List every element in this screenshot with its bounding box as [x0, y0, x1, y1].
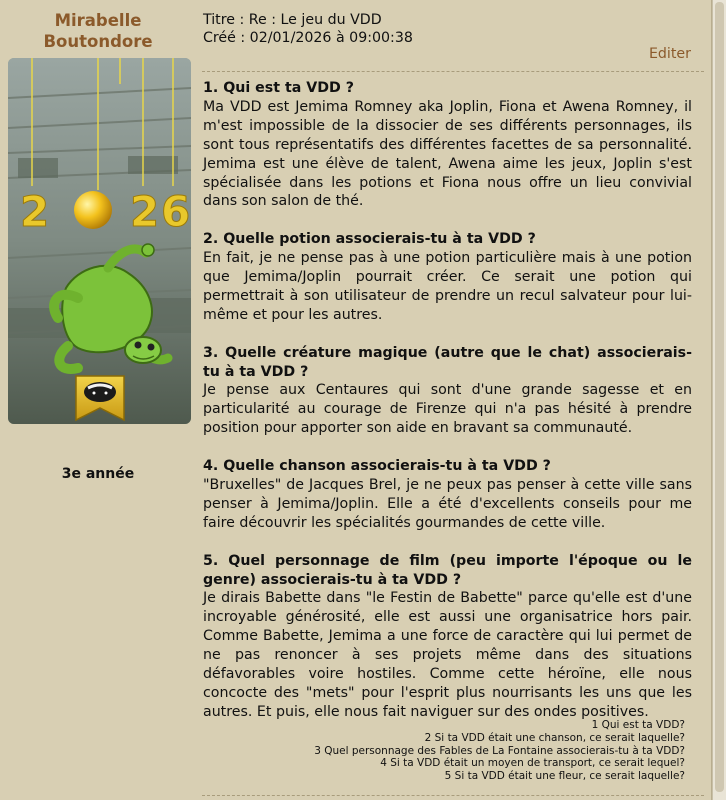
qa-question: 5. Quel personnage de film (peu importe l'époque ou le genre) associerais-tu à ta VDD ?	[203, 552, 692, 588]
next-question-item: 5 Si ta VDD était une fleur, ce serait laquelle?	[444, 770, 685, 783]
post-body	[203, 79, 692, 741]
qa-item	[203, 79, 692, 211]
post-created-date: Créé : 02/01/2026 à 09:00:38	[203, 30, 413, 46]
qa-item	[203, 230, 692, 325]
svg-text:6: 6	[161, 187, 191, 236]
top-divider	[202, 71, 704, 72]
qa-item	[203, 344, 692, 439]
scrollbar-thumb[interactable]	[715, 2, 724, 792]
qa-answer: En fait, je ne pense pas à une potion particulière mais à une potion que Jemima/Joplin pourrait créer. Ce serait une potion qui permettrait à son utilisateur de prendre un recul salvateur pour lui-même et pour les autres.	[203, 250, 692, 323]
next-question-item: 4 Si ta VDD était un moyen de transport, ce serait lequel?	[380, 757, 685, 770]
post-title: Titre : Re : Le jeu du VDD	[203, 12, 382, 28]
qa-item	[203, 457, 692, 533]
next-question-item: 3 Quel personnage des Fables de La Fontaine associerais-tu à ta VDD?	[314, 744, 685, 757]
svg-text:2: 2	[20, 187, 50, 236]
qa-answer: Ma VDD est Jemima Romney aka Joplin, Fiona et Awena Romney, il m'est impossible de la dissocier de ses différents personnages, ils sont tous représentatifs des différentes facettes de sa personnalité. Jemima est une élève de talent, Awena aime les jeux, Joplin s'est spécialisée dans les potions et Fiona nous offre un lieu convivial dans son salon de thé.	[203, 98, 692, 210]
edit-button[interactable]: Editer	[648, 46, 691, 62]
qa-question: 4. Quelle chanson associerais-tu à ta VDD ?	[203, 458, 551, 475]
next-question-item: 2 Si ta VDD était une chanson, ce serait laquelle?	[424, 731, 685, 744]
author-username[interactable]: Mirabelle Boutondore	[43, 11, 153, 51]
qa-item	[203, 552, 692, 722]
author-profile	[0, 0, 196, 800]
qa-question: 3. Quelle créature magique (autre que le chat) associerais-tu à ta VDD ?	[203, 344, 692, 380]
next-question-item: 1 Qui est ta VDD?	[591, 719, 685, 731]
svg-text:2: 2	[130, 187, 160, 236]
bottom-divider	[202, 795, 704, 796]
qa-question: 2. Quelle potion associerais-tu à ta VDD ?	[203, 231, 536, 248]
post-meta	[203, 11, 413, 47]
qa-question: 1. Qui est ta VDD ?	[203, 80, 354, 96]
vertical-scrollbar[interactable]	[712, 0, 726, 800]
qa-answer: Je dirais Babette dans "le Festin de Babette" parce qu'elle est d'une incroyable générosité, elle est aussi une organisatrice hors pair. Comme Babette, Jemima a une force de caractère qui lui permet de ne pas renoncer à ses projets même dans des situations défavorables voire hostiles. Comme cette héroïne, elle nous concocte des "mets" pour l'esprit plus nourrisants les uns que les autres. Et puis, elle nous fait naviguer sur des ondes positives.	[203, 590, 692, 720]
qa-answer: Je pense aux Centaures qui sont d'une grande sagesse et en particularité au courage de Firenze qui n'a pas hésité à prendre position pour apporter son aide en bravant sa communauté.	[203, 382, 692, 437]
author-avatar	[8, 58, 191, 424]
next-questions-list	[314, 719, 685, 783]
qa-answer: "Bruxelles" de Jacques Brel, je ne peux pas penser à cette ville sans penser à Jemima/Joplin. Elle a été d'excellents conseils pour me faire découvrir les spécialités gourmandes de cette ville.	[203, 476, 692, 531]
author-rank: 3e année	[61, 466, 135, 482]
